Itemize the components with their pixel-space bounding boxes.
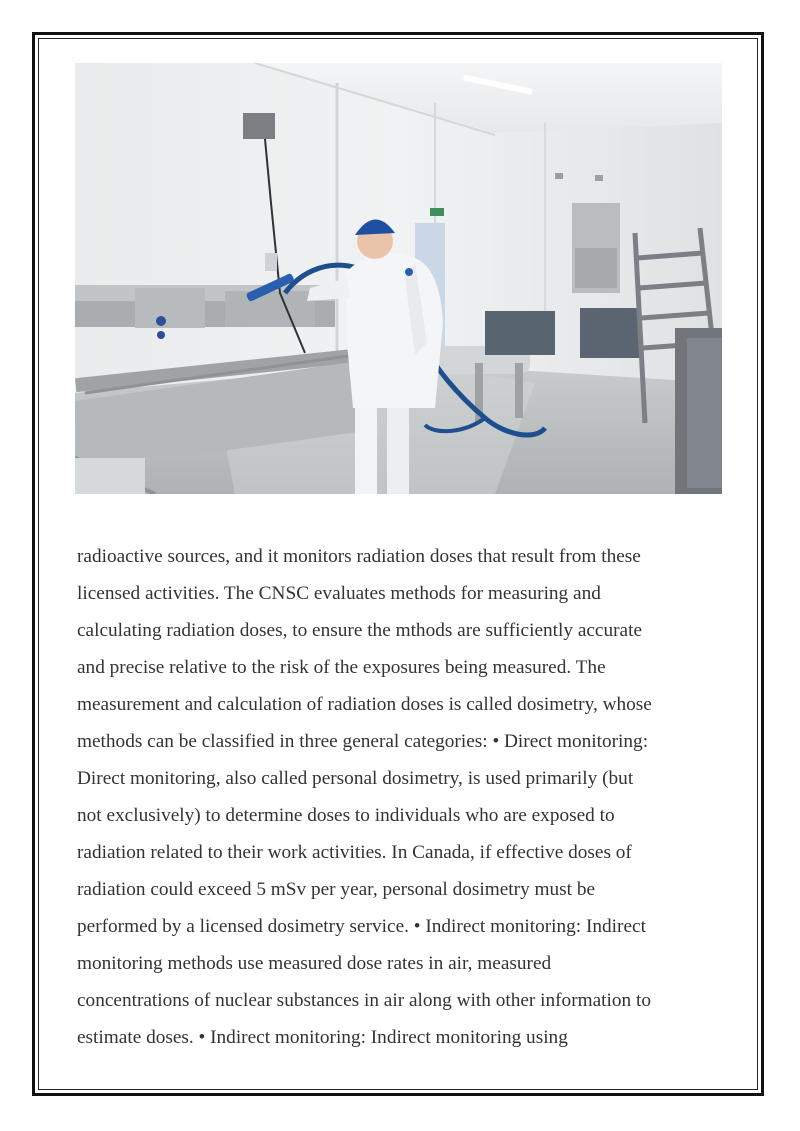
text-line: monitoring methods use measured dose rates in air, measured	[77, 953, 552, 974]
text-line: measurement and calculation of radiation doses is called dosimetry, whose	[77, 694, 652, 715]
text-line: radioactive sources, and it monitors radiation doses that result from these	[77, 546, 641, 567]
text-line: performed by a licensed dosimetry service. • Indirect monitoring: Indirect	[77, 916, 646, 937]
text-line: Direct monitoring, also called personal dosimetry, is used primarily (but	[77, 768, 634, 789]
text-line: calculating radiation doses, to ensure the mthods are sufficiently accurate	[77, 620, 643, 641]
text-line: licensed activities. The CNSC evaluates methods for measuring and	[77, 583, 601, 604]
text-line: methods can be classified in three general categories: • Direct monitoring:	[77, 731, 649, 752]
body-paragraph	[77, 538, 737, 1056]
exit-sign	[430, 208, 444, 216]
text-line: estimate doses. • Indirect monitoring: Indirect monitoring using	[77, 1027, 568, 1048]
text-line: radiation could exceed 5 mSv per year, personal dosimetry must be	[77, 879, 596, 900]
hose-reel	[243, 113, 275, 139]
blue-bin	[485, 311, 555, 355]
text-line: radiation related to their work activities. In Canada, if effective doses of	[77, 842, 632, 863]
text-line: not exclusively) to determine doses to individuals who are exposed to	[77, 805, 615, 826]
text-line: concentrations of nuclear substances in air along with other information to	[77, 990, 651, 1011]
worker-hosing-down-clean-room-photo	[75, 63, 722, 494]
text-line: and precise relative to the risk of the exposures being measured. The	[77, 657, 606, 678]
